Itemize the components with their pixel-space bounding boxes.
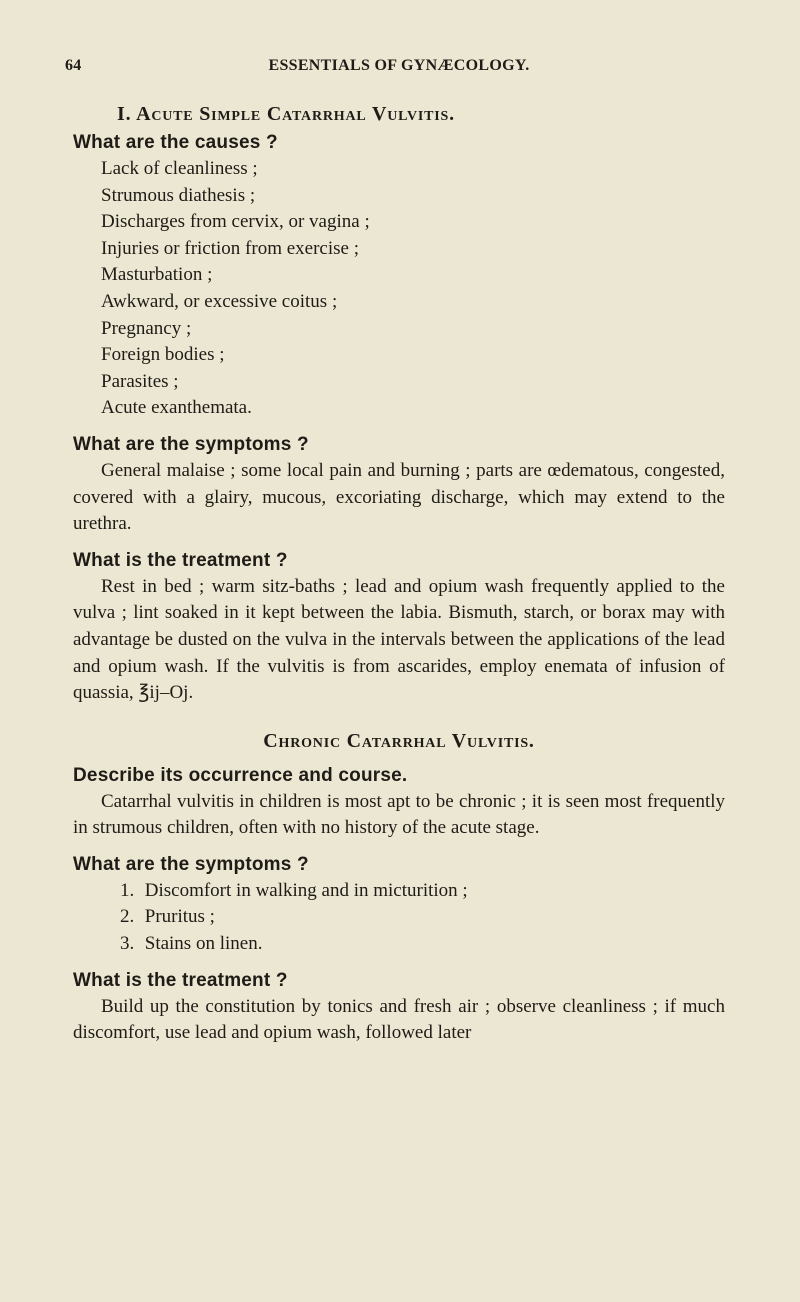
list-item: 3. Stains on linen. (120, 933, 263, 955)
running-title: ESSENTIALS OF GYNÆCOLOGY. (268, 57, 530, 74)
list-item: Foreign bodies ; (101, 344, 225, 366)
list-item: Lack of cleanliness ; (101, 158, 258, 179)
list-item: Masturbation ; (101, 264, 213, 286)
question-treatment-acute: What is the treatment ? (73, 549, 288, 571)
list-item: Injuries or friction from exercise ; (101, 237, 359, 259)
list-item: Strumous diathesis ; (101, 184, 256, 206)
answer-treatment-acute: Rest in bed ; warm sitz-baths ; lead and opium wash frequently applied to the vulva ; lint soaked in it kept between the labia. Bismuth, starch, or borax may with advantage be dusted on the vulva in the intervals between the applications of the lead and opium wash. If the vulvitis is from ascarides, employ enemata of infusion of quassia, ℥ij–Oj. (73, 575, 725, 704)
answer-occurrence: Catarrhal vulvitis in children is most apt to be chronic ; it is seen most frequently in strumous children, often with no history of the acute stage. (73, 790, 725, 839)
section-title-chronic: Chronic Catarrhal Vulvitis. (263, 729, 535, 752)
question-occurrence: Describe its occurrence and course. (73, 764, 408, 786)
list-item: Parasites ; (101, 370, 179, 392)
page-number: 64 (65, 57, 82, 74)
page-content (73, 100, 725, 1047)
list-item: Discharges from cervix, or vagina ; (101, 211, 370, 233)
answer-symptoms-acute: General malaise ; some local pain and burning ; parts are œdematous, congested, covered with a glairy, mucous, excoriating discharge, which may extend to the urethra. (73, 459, 725, 535)
list-item: 1. Discomfort in walking and in micturition ; (120, 879, 468, 901)
question-treatment-chronic: What is the treatment ? (73, 969, 288, 991)
list-item: Pregnancy ; (101, 317, 192, 339)
list-item: Awkward, or excessive coitus ; (101, 290, 338, 312)
symptoms-list (73, 878, 725, 958)
section-title-acute: I. Acute Simple Catarrhal Vulvitis. (117, 103, 455, 125)
question-symptoms-chronic: What are the symptoms ? (73, 853, 309, 875)
list-item: 2. Pruritus ; (120, 906, 215, 928)
list-item: Acute exanthemata. (101, 397, 252, 419)
answer-treatment-chronic: Build up the constitution by tonics and fresh air ; observe cleanliness ; if much discomfort, use lead and opium wash, followed later (73, 995, 725, 1044)
question-symptoms-acute: What are the symptoms ? (73, 433, 309, 455)
causes-list (73, 156, 725, 422)
question-causes: What are the causes ? (73, 132, 278, 153)
running-head (65, 57, 733, 81)
